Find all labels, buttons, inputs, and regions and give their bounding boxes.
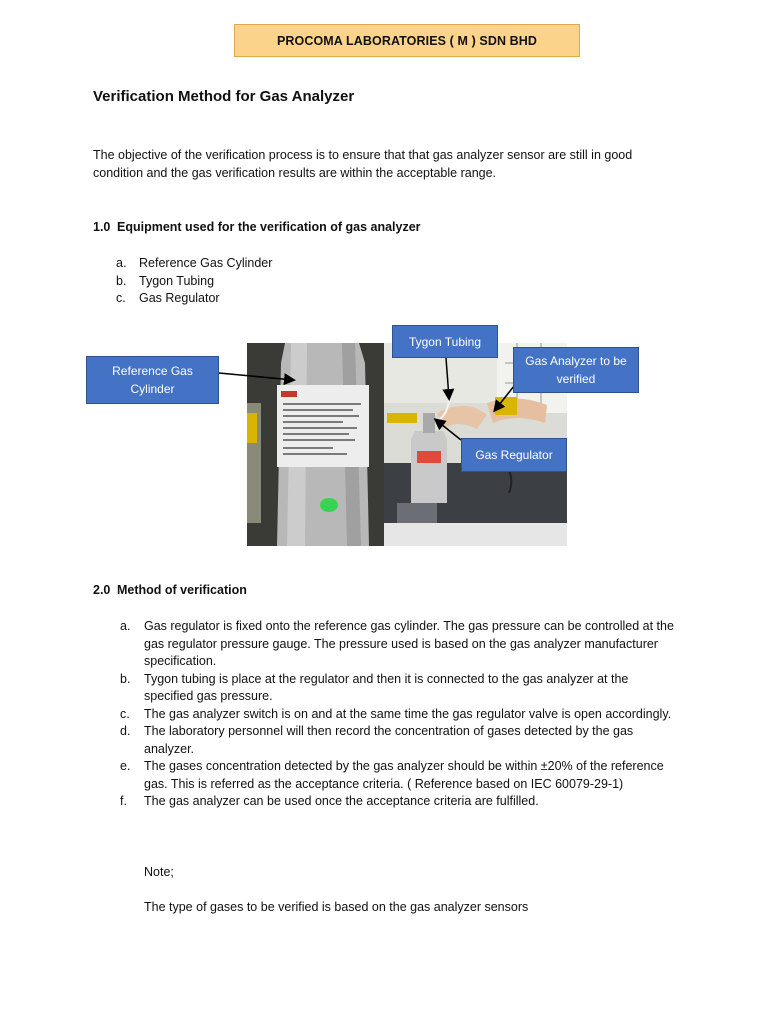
section-1-title: Equipment used for the verification of gas analyzer [117, 220, 421, 234]
list-item [116, 255, 272, 273]
list-item-text: The gas analyzer can be used once the acceptance criteria are fulfilled. [144, 794, 539, 808]
callout-tygon-tubing [392, 325, 498, 358]
list-item [120, 758, 680, 793]
callout-gas-analyzer [513, 347, 639, 393]
note-label: Note; [144, 865, 174, 879]
section-1-heading [93, 220, 421, 234]
objective-paragraph: The objective of the verification process is to ensure that that gas analyzer sensor are still in good condition and the gas verification results are within the acceptable range. [93, 148, 633, 180]
list-item [116, 290, 272, 308]
list-marker: d. [120, 724, 131, 738]
callout-gas-regulator [461, 438, 567, 472]
callout-text: Gas Regulator [475, 448, 553, 462]
list-item-text: The gases concentration detected by the gas analyzer should be within ±20% of the reference gas. This is referred as the acceptance criteria. ( Reference based on IEC 60079-29-1) [144, 759, 664, 791]
list-marker: e. [120, 759, 131, 773]
list-item-text: Gas Regulator [139, 291, 220, 305]
equipment-list [116, 255, 272, 308]
list-marker: f. [120, 794, 127, 808]
callout-text: Tygon Tubing [408, 334, 482, 349]
section-1-number: 1.0 [93, 220, 111, 234]
method-list [120, 618, 680, 811]
note-text: The type of gases to be verified is based on the gas analyzer sensors [144, 900, 529, 914]
list-item-text: The gas analyzer switch is on and at the same time the gas regulator valve is open accordingly. [144, 706, 672, 721]
list-marker: b. [120, 671, 131, 686]
section-2-heading [93, 583, 247, 597]
document-title: Verification Method for Gas Analyzer [93, 88, 355, 105]
list-marker: a. [116, 256, 127, 270]
list-marker: c. [120, 706, 130, 721]
list-item-text: Gas regulator is fixed onto the reference gas cylinder. The gas pressure can be controlled at the gas regulator pressure gauge. The pressure used is based on the gas analyzer manufacturer specification. [144, 619, 674, 668]
list-item [120, 618, 680, 671]
list-item-text: Tygon tubing is place at the regulator and then it is connected to the gas analyzer at the specified gas pressure. [144, 671, 629, 703]
list-marker: a. [120, 619, 131, 633]
section-2-number: 2.0 [93, 583, 111, 597]
company-header-box [234, 24, 580, 57]
company-name: PROCOMA LABORATORIES ( M ) SDN BHD [276, 33, 538, 48]
list-marker: c. [116, 291, 126, 305]
list-item [120, 671, 680, 706]
callout-text: Gas Analyzer to be verified [525, 354, 627, 386]
list-item [120, 793, 680, 811]
list-item [116, 273, 272, 291]
list-item [120, 723, 680, 758]
list-item-text: Tygon Tubing [139, 273, 215, 288]
list-item-text: The laboratory personnel will then record the concentration of gases detected by the gas analyzer. [144, 724, 634, 756]
callout-text: Reference Gas Cylinder [112, 364, 193, 396]
section-2-title: Method of verification [117, 583, 247, 597]
callout-reference-gas-cylinder [86, 356, 219, 404]
list-item [120, 706, 680, 724]
list-marker: b. [116, 273, 127, 288]
list-item-text: Reference Gas Cylinder [139, 256, 273, 270]
